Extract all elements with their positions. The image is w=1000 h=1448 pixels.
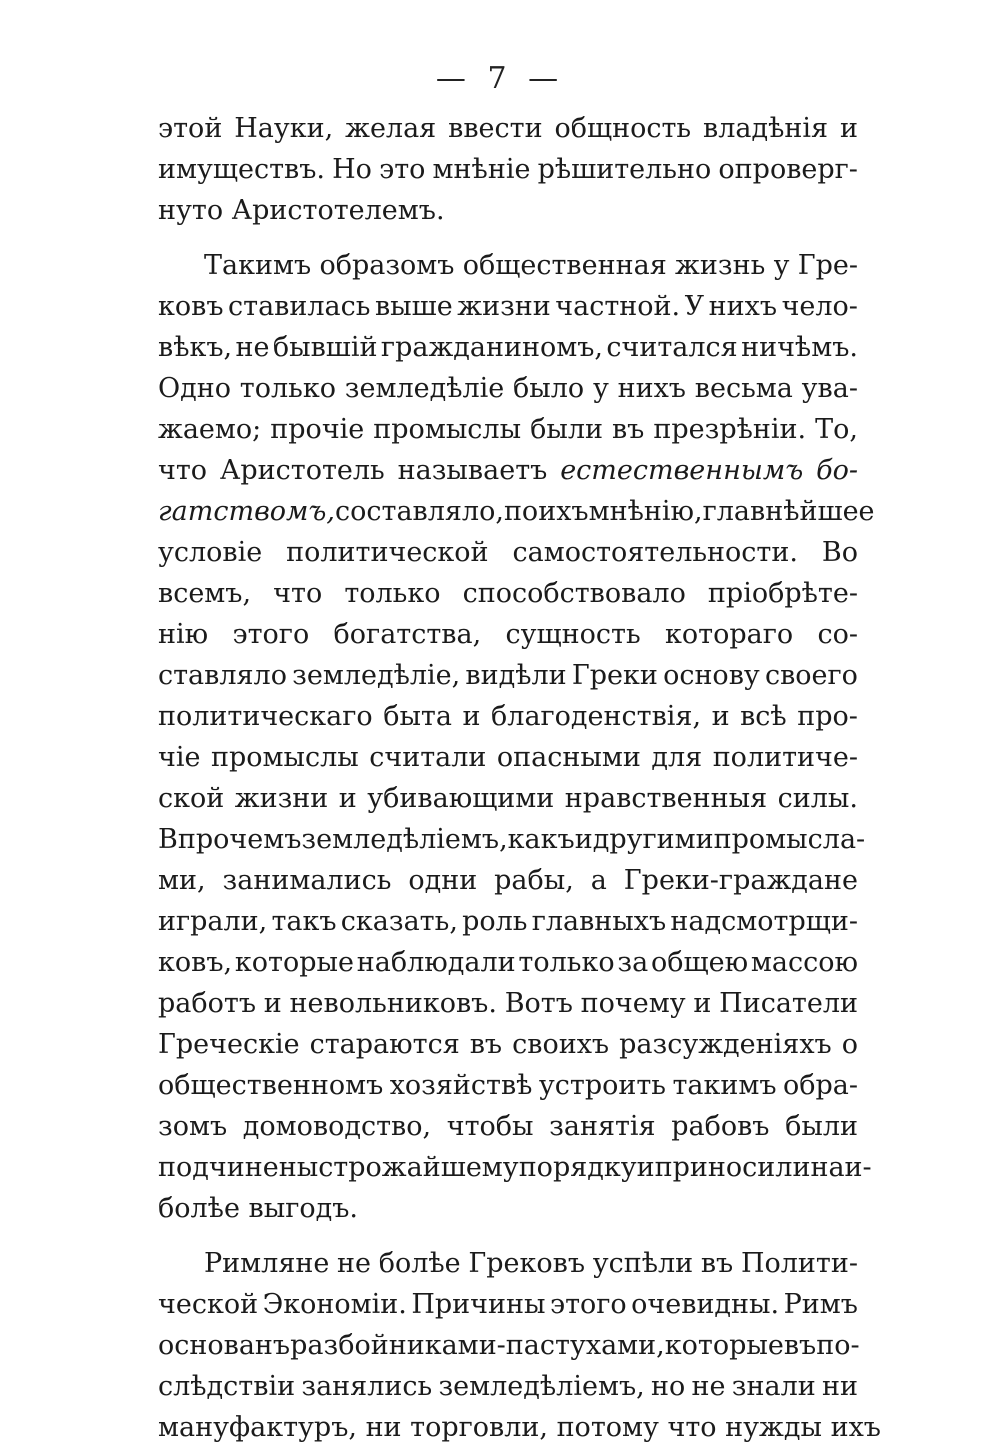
word: за	[617, 947, 649, 978]
word: образомъ	[319, 250, 455, 281]
text-line	[158, 368, 858, 409]
word: ставилась	[228, 291, 371, 322]
word: почему	[580, 988, 686, 1019]
word: у	[773, 250, 790, 281]
word: по	[503, 496, 539, 527]
text-line	[158, 737, 858, 778]
text-line	[158, 245, 858, 286]
word: для	[651, 742, 703, 773]
word: болѣе	[378, 1248, 461, 1279]
word: политической	[286, 537, 489, 568]
word: мнѣніе	[432, 154, 531, 185]
word: презрѣніи.	[653, 414, 807, 445]
word: наблюдали	[356, 947, 516, 978]
word: только	[518, 947, 615, 978]
word: и	[711, 701, 730, 732]
word: имуществъ.	[158, 154, 325, 185]
word: разбойниками-пастухами,	[290, 1330, 665, 1361]
word: Во	[821, 537, 858, 568]
word: опасными	[496, 742, 641, 773]
word: всемъ,	[158, 578, 252, 609]
paragraph-gap	[158, 231, 858, 245]
word: зомъ	[158, 1111, 228, 1142]
word: какъ	[507, 824, 575, 855]
word: и	[574, 824, 593, 855]
word: и	[693, 988, 712, 1019]
word: массою	[750, 947, 858, 978]
word: ничѣмъ.	[741, 332, 858, 363]
word: не	[337, 1248, 372, 1279]
text-line	[158, 819, 866, 860]
word: стараются	[309, 1029, 460, 1060]
word: этого	[232, 619, 310, 650]
word: ихъ	[538, 496, 589, 527]
word: прочіе	[270, 414, 365, 445]
word: желая	[345, 113, 437, 144]
word: жизнь	[675, 250, 766, 281]
word: Науки,	[234, 113, 334, 144]
word: Гре-	[797, 250, 858, 281]
word: считался	[606, 332, 738, 363]
word: домоводство,	[242, 1111, 432, 1142]
text-line	[158, 778, 858, 819]
word: были	[530, 414, 603, 445]
word: чело-	[781, 291, 858, 322]
word: нію	[158, 619, 209, 650]
word: чіе	[158, 742, 201, 773]
word: гражданиномъ,	[380, 332, 604, 363]
word: рѣшительно	[537, 154, 712, 185]
word: но	[650, 1371, 686, 1402]
word: ской	[158, 783, 225, 814]
page-number: — 7 —	[435, 61, 565, 96]
word: невольниковъ.	[289, 988, 497, 1019]
word: Причины	[411, 1289, 546, 1320]
word: ковъ	[158, 291, 224, 322]
word: промыслы	[373, 414, 522, 445]
word: обра-	[782, 1070, 858, 1101]
word: рабовъ	[671, 1111, 770, 1142]
text-line	[158, 1366, 858, 1407]
word: земледѣліемъ,	[301, 824, 508, 855]
word: порядку	[518, 1152, 637, 1183]
word: а	[590, 865, 607, 896]
word: чтобы	[446, 1111, 534, 1142]
word: со-	[817, 619, 858, 650]
word: быта	[383, 701, 452, 732]
word: строжайшему	[318, 1152, 519, 1183]
text-line	[158, 614, 858, 655]
word: условіе	[158, 537, 263, 568]
word: Римляне	[204, 1248, 330, 1279]
word: политиче-	[712, 742, 858, 773]
paragraph	[158, 108, 858, 231]
word: рабы,	[494, 865, 574, 896]
word: видѣли	[465, 660, 567, 691]
word: силы.	[777, 783, 858, 814]
text-line	[158, 1147, 872, 1188]
word: и	[636, 1152, 655, 1183]
text-line	[158, 1325, 858, 1366]
word: считали	[369, 742, 487, 773]
word: ковъ,	[158, 947, 233, 978]
word: опроверг-	[718, 154, 858, 185]
text-line	[158, 573, 858, 614]
word: основанъ	[158, 1330, 291, 1361]
word: составляло,	[335, 496, 504, 527]
word: общность	[554, 113, 692, 144]
word: сущность	[505, 619, 641, 650]
text-line	[158, 1065, 858, 1106]
word: убивающими	[367, 783, 555, 814]
word: наи-	[810, 1152, 872, 1183]
word: пріобрѣте-	[707, 578, 858, 609]
word: У	[684, 291, 705, 322]
word: только	[344, 578, 441, 609]
word: успѣли	[592, 1248, 694, 1279]
word: жаемо;	[158, 414, 262, 445]
word: которые	[664, 1330, 784, 1361]
word: въ	[611, 414, 645, 445]
word: выше	[374, 291, 453, 322]
word: что	[667, 1412, 717, 1443]
word: болѣе	[158, 1193, 240, 1224]
word: ихъ	[830, 1412, 881, 1443]
word: То,	[815, 414, 858, 445]
word: у	[592, 373, 609, 404]
word: торговли,	[410, 1412, 548, 1443]
body-text	[158, 108, 881, 1448]
text-line	[158, 190, 858, 231]
word: Грековъ	[468, 1248, 586, 1279]
paragraph-gap	[158, 1229, 858, 1243]
word: мнѣнію,	[588, 496, 703, 527]
paragraph	[158, 245, 875, 1229]
word: Писатели	[719, 988, 858, 1019]
word: этого	[549, 1289, 627, 1320]
word: такъ	[271, 906, 337, 937]
word: общественномъ	[158, 1070, 384, 1101]
word: ни	[822, 1371, 858, 1402]
word: не	[235, 332, 270, 363]
word: играли,	[158, 906, 268, 937]
word: сказать,	[340, 906, 458, 937]
word: Греки-граждане	[623, 865, 858, 896]
word: Такимъ	[204, 250, 312, 281]
word: Аристотелемъ.	[231, 195, 445, 226]
word: своего	[764, 660, 858, 691]
text-line	[158, 327, 858, 368]
word: бывшій	[272, 332, 378, 363]
word: нихъ	[617, 373, 686, 404]
word: и	[263, 988, 282, 1019]
text-line	[158, 983, 858, 1024]
word: владѣнія	[703, 113, 829, 144]
word: своихъ	[512, 1029, 610, 1060]
word: земледѣліе,	[292, 660, 461, 691]
word: ставляло	[158, 660, 287, 691]
word: частной.	[555, 291, 681, 322]
word: хозяйствѣ	[389, 1070, 533, 1101]
text-line	[158, 942, 858, 983]
word: общею	[650, 947, 749, 978]
word: мануфактуръ,	[158, 1412, 357, 1443]
word: этой	[158, 113, 223, 144]
word: весьма	[694, 373, 793, 404]
word: что	[273, 578, 323, 609]
word: промысла-	[713, 824, 866, 855]
word: ввести	[448, 113, 543, 144]
word: только	[239, 373, 336, 404]
text-line	[158, 1407, 881, 1448]
text-line	[158, 149, 858, 190]
word: выгодъ.	[248, 1193, 359, 1224]
word: ни	[365, 1412, 402, 1443]
word: подчинены	[158, 1152, 319, 1183]
paragraph	[158, 1243, 881, 1448]
word: самостоятельности.	[512, 537, 798, 568]
text-line	[158, 1106, 858, 1147]
word: нравственныя	[564, 783, 768, 814]
text-line	[158, 1188, 858, 1229]
word: приносили	[654, 1152, 811, 1183]
word: очевидны.	[631, 1289, 780, 1320]
word: главнѣйшее	[702, 496, 875, 527]
word: бо-	[816, 455, 858, 486]
word: занятія	[549, 1111, 656, 1142]
word: способствовало	[462, 578, 686, 609]
text-line	[158, 409, 858, 450]
word: вѣкъ,	[158, 332, 233, 363]
word: нуто	[158, 195, 224, 226]
word: ческой	[158, 1289, 259, 1320]
word: Аристотель	[219, 455, 385, 486]
word: нужды	[725, 1412, 822, 1443]
word: роль	[462, 906, 528, 937]
word: Одно	[158, 373, 232, 404]
word: слѣдствіи	[158, 1371, 296, 1402]
word: разсужденіяхъ	[619, 1029, 832, 1060]
word: надсмотрщи-	[670, 906, 858, 937]
word: богатства,	[333, 619, 482, 650]
word: о	[841, 1029, 858, 1060]
word: жизни	[234, 783, 329, 814]
word: естественнымъ	[560, 455, 804, 486]
word: про-	[797, 701, 858, 732]
word: одни	[408, 865, 478, 896]
word: Греки	[571, 660, 658, 691]
word: Но	[332, 154, 372, 185]
word: жизни	[457, 291, 551, 322]
word: которые	[234, 947, 354, 978]
word: благоденствія,	[491, 701, 702, 732]
word: были	[785, 1111, 858, 1142]
word: такимъ	[672, 1070, 777, 1101]
word: занялись	[301, 1371, 433, 1402]
word: было	[513, 373, 585, 404]
word: знали	[731, 1371, 816, 1402]
text-line	[158, 450, 858, 491]
word: и	[462, 701, 481, 732]
word: промыслы	[210, 742, 359, 773]
text-line	[158, 1243, 858, 1284]
word: не	[691, 1371, 726, 1402]
word: Впрочемъ	[158, 824, 302, 855]
word: главныхъ	[531, 906, 667, 937]
word: въ	[700, 1248, 734, 1279]
word: всѣ	[740, 701, 787, 732]
word: это	[379, 154, 426, 185]
word: Греческіе	[158, 1029, 300, 1060]
word: политическаго	[158, 701, 373, 732]
word: другими	[592, 824, 714, 855]
text-line	[158, 108, 858, 149]
word: занимались	[222, 865, 392, 896]
word: земледѣліемъ,	[438, 1371, 645, 1402]
word: ува-	[801, 373, 858, 404]
word: и	[338, 783, 357, 814]
word: котораго	[665, 619, 794, 650]
word: общественная	[462, 250, 667, 281]
word: называетъ	[397, 455, 548, 486]
text-line	[158, 1024, 858, 1065]
word: что	[158, 455, 208, 486]
word: Римъ	[783, 1289, 858, 1320]
text-line	[158, 491, 875, 532]
text-line	[158, 655, 858, 696]
word: потому	[556, 1412, 659, 1443]
word: Экономіи.	[262, 1289, 407, 1320]
word: Вотъ	[504, 988, 573, 1019]
text-line	[158, 696, 858, 737]
word: въ	[469, 1029, 503, 1060]
word: по-	[816, 1330, 860, 1361]
word: устроить	[538, 1070, 667, 1101]
word: нихъ	[708, 291, 778, 322]
word: ми,	[158, 865, 206, 896]
text-line	[158, 860, 858, 901]
word: и	[839, 113, 858, 144]
word: гатствомъ,	[158, 496, 336, 527]
text-line	[158, 286, 858, 327]
word: работъ	[158, 988, 257, 1019]
text-line	[158, 901, 858, 942]
word: въ	[783, 1330, 817, 1361]
word: Полити-	[740, 1248, 858, 1279]
word: земледѣліе	[344, 373, 505, 404]
word: основу	[663, 660, 760, 691]
text-line	[158, 1284, 858, 1325]
text-line	[158, 532, 858, 573]
